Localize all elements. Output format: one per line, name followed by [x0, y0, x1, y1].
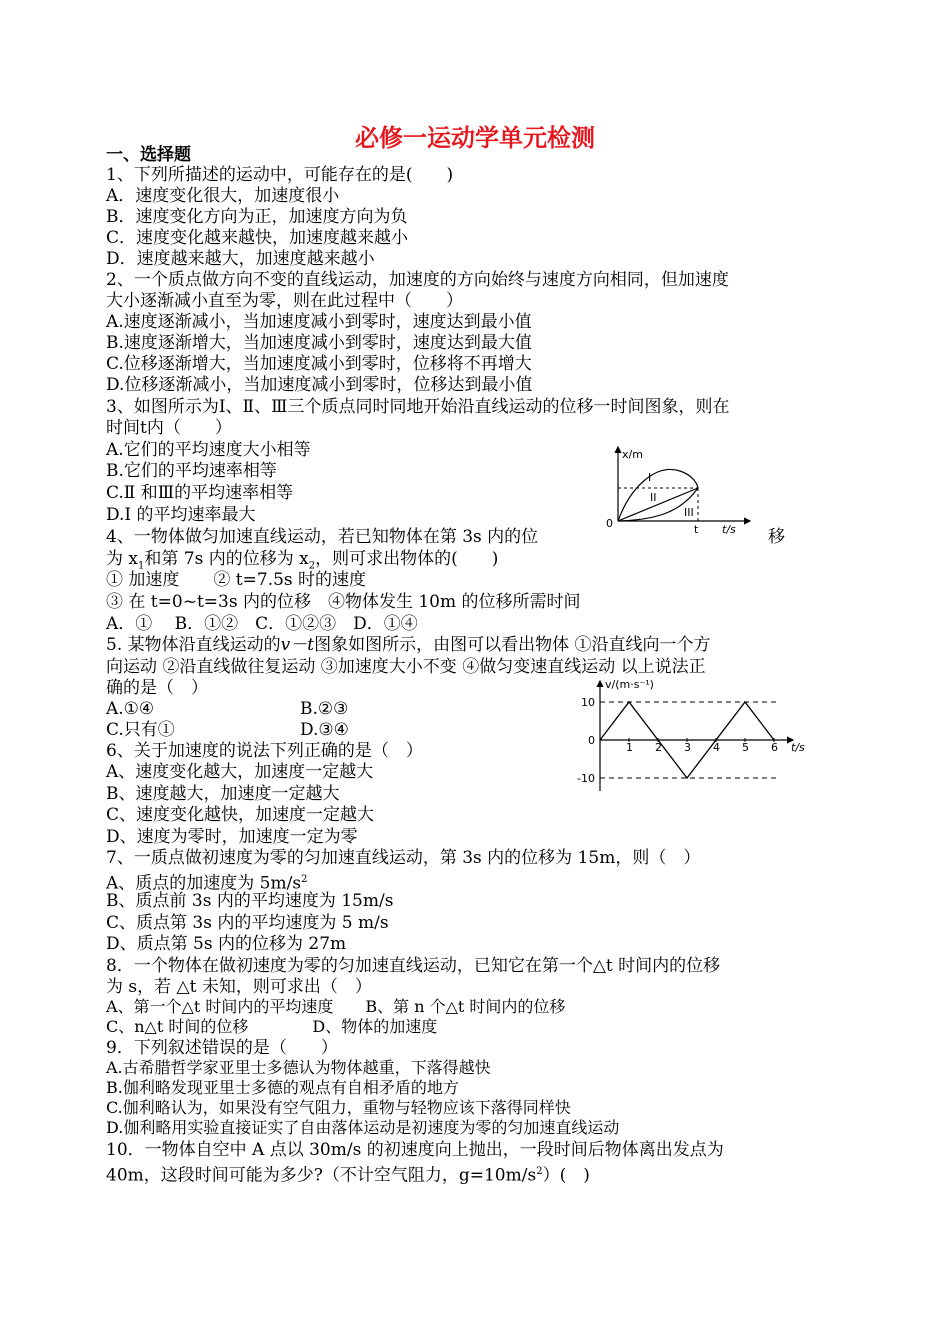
q9-option-d: D.伽利略用实验直接证实了自由落体运动是初速度为零的匀加速直线运动 [106, 1118, 620, 1137]
q7-option-b: B、质点前 3s 内的平均速度为 15m/s [106, 891, 394, 911]
q3-xt-graph [600, 443, 760, 538]
q3-option-c: C.Ⅱ 和Ⅲ的平均速率相等 [106, 483, 294, 503]
q2-option-c: C.位移逐渐增大，当加速度减小到零时，位移将不再增大 [106, 354, 532, 374]
q1-stem: 1、下列所描述的运动中，可能存在的是( ) [106, 165, 454, 185]
q7-option-c: C、质点第 3s 内的平均速度为 5 m/s [106, 913, 389, 933]
q1-option-d: D．速度越来越大，加速度越来越小 [106, 249, 375, 269]
q5-ylabel: v/(m·s⁻¹) [605, 678, 654, 691]
q3-curve-label-1: I [648, 471, 652, 484]
q4-stem-line2: 为 $x_1$和第 7s 内的位移为 $x_2$，则可求出物体的( ) [106, 549, 499, 572]
q5-option-b: B.②③ [300, 699, 349, 719]
q8-stem-line1: 8．一个物体在做初速度为零的匀加速直线运动，已知它在第一个△t 时间内的位移 [106, 956, 721, 976]
q3-xlabel: t/s [722, 523, 736, 536]
q4-choices-line2: ③ 在 t=0~t=3s 内的位移 ④物体发生 10m 的位移所需时间 [106, 592, 581, 612]
q6-option-b: B、速度越大，加速度一定越大 [106, 784, 340, 804]
q2-stem-line1: 2、一个质点做方向不变的直线运动，加速度的方向始终与速度方向相同，但加速度 [106, 270, 729, 290]
q9-option-a: A.古希腊哲学家亚里士多德认为物体越重，下落得越快 [106, 1058, 491, 1077]
q9-stem: 9．下列叙述错误的是（ ） [106, 1038, 338, 1058]
q7-option-d: D、质点第 5s 内的位移为 27m [106, 934, 347, 954]
q9-option-c: C.伽利略认为，如果没有空气阻力，重物与轻物应该下落得同样快 [106, 1098, 571, 1117]
q10-stem-line1: 10．一物体自空中 A 点以 30m/s 的初速度向上抛出，一段时间后物体离出发点为 [106, 1140, 724, 1160]
q5-ytick-label: -10 [577, 772, 595, 785]
q3-option-d: D.Ⅰ 的平均速率最大 [106, 505, 256, 525]
q10-stem-line2: 40m，这段时间可能为多少?（不计空气阻力，$g=10m/s^2$）( ) [106, 1165, 590, 1186]
q1-option-b: B．速度变化方向为正，加速度方向为负 [106, 207, 408, 227]
q5-stem-line1: 5. 某物体沿直线运动的v－t图象如图所示，由图可以看出物体 ①沿直线向一个方 [106, 635, 711, 655]
q3-ylabel: x/m [622, 448, 643, 461]
q5-stem-line3: 确的是（ ） [106, 678, 208, 698]
q8-stem-line2: 为 s，若 △t 未知，则可求出（ ） [106, 977, 372, 997]
q4-stem-line1-end: 移 [768, 527, 785, 547]
q2-stem-line2: 大小逐渐减小直至为零，则在此过程中（ ） [106, 291, 463, 311]
q7-option-a: A、质点的加速度为 $5m/s^2$ [106, 873, 308, 894]
q6-stem: 6、关于加速度的说法下列正确的是（ ） [106, 741, 423, 761]
q8-options-line2: C、n△t 时间的位移 D、物体的加速度 [106, 1017, 438, 1036]
q2-option-b: B.速度逐渐增大，当加速度减小到零时，速度达到最大值 [106, 333, 532, 353]
q9-option-b: B.伽利略发现亚里士多德的观点有自相矛盾的地方 [106, 1078, 459, 1097]
q6-option-c: C、速度变化越快，加速度一定越大 [106, 805, 375, 825]
q3-curve-label-3: III [684, 506, 694, 519]
q8-options-line1: A、第一个△t 时间内的平均速度 B、第 n 个△t 时间内的位移 [106, 997, 566, 1016]
q5-xtick-label: 2 [655, 741, 662, 754]
q5-stem-line2: 向运动 ②沿直线做往复运动 ③加速度大小不变 ④做匀变速直线运动 以上说法正 [106, 657, 706, 677]
q1-option-c: C．速度变化越来越快，加速度越来越小 [106, 228, 409, 248]
q5-option-c: C.只有① [106, 720, 175, 740]
q3-curve-label-2: II [650, 491, 657, 504]
q3-option-b: B.它们的平均速率相等 [106, 461, 277, 481]
q2-option-d: D.位移逐渐减小，当加速度减小到零时，位移达到最小值 [106, 375, 533, 395]
q3-option-a: A.它们的平均速度大小相等 [106, 440, 311, 460]
q5-xlabel: t/s [791, 741, 805, 754]
q4-choices-line1: ① 加速度 ② t=7.5s 时的速度 [106, 570, 367, 590]
q4-options: A．① B．①② C．①②③ D．①④ [106, 614, 418, 634]
q6-option-d: D、速度为零时，加速度一定为零 [106, 827, 358, 847]
q4-stem-line1: 4、一物体做匀加速直线运动，若已知物体在第 3s 内的位 [106, 527, 539, 547]
section-heading: 一、选择题 [106, 145, 191, 165]
q5-ytick-label: 10 [581, 696, 595, 709]
q6-option-a: A、速度变化越大，加速度一定越大 [106, 762, 374, 782]
q3-stem-line1: 3、如图所示为Ⅰ、Ⅱ、Ⅲ三个质点同时同地开始沿直线运动的位移一时间图象，则在 [106, 397, 730, 417]
q3-stem-line2: 时间t内（ ） [106, 418, 232, 438]
q7-stem: 7、一质点做初速度为零的匀加速直线运动，第 3s 内的位移为 15m，则（ ） [106, 848, 701, 868]
q5-xtick-label: 1 [626, 741, 633, 754]
q5-option-d: D.③④ [300, 720, 349, 740]
q5-xtick-label: 6 [771, 741, 778, 754]
q5-ytick-label: 0 [588, 734, 595, 747]
q5-xtick-label: 4 [713, 741, 720, 754]
q2-option-a: A.速度逐渐减小，当加速度减小到零时，速度达到最小值 [106, 312, 532, 332]
q3-origin: 0 [606, 517, 613, 530]
q5-vt-chart [565, 675, 820, 795]
q5-option-a: A.①④ [106, 699, 155, 719]
q5-xtick-label: 5 [742, 741, 749, 754]
page-title: 必修一运动学单元检测 [355, 123, 595, 152]
q3-t-label: t [694, 523, 699, 536]
q1-option-a: A．速度变化很大，加速度很小 [106, 186, 340, 206]
q5-xtick-label: 3 [684, 741, 691, 754]
